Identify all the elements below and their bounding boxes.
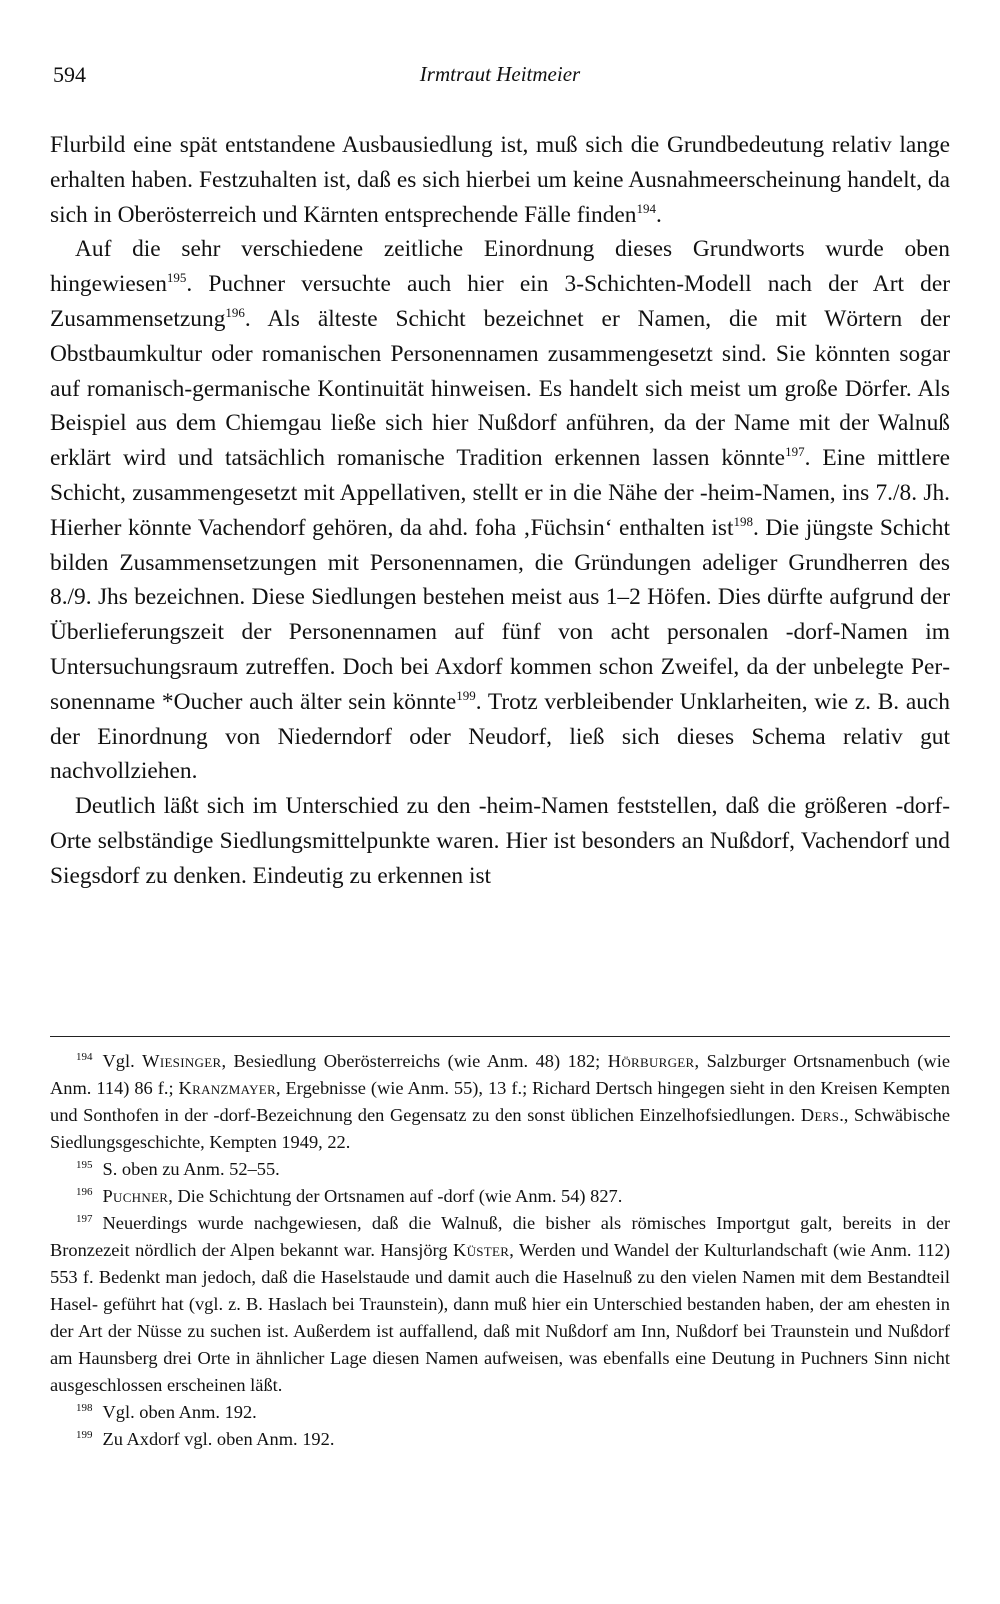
paragraph-3: Deutlich läßt sich im Unterschied zu den -heim-Namen feststellen, daß die größeren -dorf-Orte selbständige Siedlungsmittelpunkte waren. Hier ist besonders an Nußdorf, Vachendorf und Siegsdorf zu denken. Eindeutig zu erkennen ist: [50, 793, 950, 889]
page-header: [50, 0, 950, 87]
footnote-ref-196[interactable]: 196: [225, 304, 245, 320]
footnote-ref-199[interactable]: 199: [456, 687, 476, 703]
footnote-196: $^{196}$ Puchner, Die Schichtung der Ortsnamen auf -dorf (wie Anm. 54) 827.: [76, 1186, 623, 1206]
main-text: [50, 128, 950, 894]
page-number: 594: [53, 62, 86, 87]
footnotes: [50, 1048, 950, 1453]
footnote-separator: [50, 1036, 950, 1037]
footnote-198: $^{198}$ Vgl. oben Anm. 192.: [76, 1402, 257, 1422]
footnote-ref-194[interactable]: 194: [636, 200, 657, 216]
footnote-number: 195: [76, 1159, 93, 1172]
footnote-number: 199: [76, 1429, 93, 1442]
footnote-ref-198[interactable]: 198: [733, 513, 753, 529]
footnote-number: 198: [76, 1402, 93, 1415]
paragraph-2: Auf die sehr verschiedene zeitliche Einordnung dieses Grundworts wurde oben hingewiesen$^{195}$. Puchner versuchte auch hier ein 3-Schichten-Modell nach der Art der Zusammensetzung$^{196}$. Als älteste Schicht bezeichnet er Namen, die mit Wörtern der Obstbaumkultur oder romanischen Personennamen zusammengesetzt sind. Sie könnten sogar auf romanisch-germanische Kontinuität hinweisen. Es handelt sich meist um große Dörfer. Als Beispiel aus dem Chiemgau ließe sich hier Nußdorf anführen, da der Name mit der Walnuß erklärt wird und tatsächlich romanische Tradition erkennen lassen könnte$^{197}$. Eine mittlere Schicht, zusammengesetzt mit Appellativen, stellt er in die Nähe der -heim-Namen, ins 7./8. Jh. Hierher könnte Vachendorf gehören, da ahd. foha ‚Füchsin‘ enthalten ist$^{198}$. Die jüngste Schicht bilden Zusammensetzungen mit Personennamen, die Gründungen adeliger Grundherren des 8./9. Jhs bezeichnen. Diese Siedlungen bestehen meist aus 1–2 Höfen. Dies dürfte aufgrund der Überlieferungszeit der Personennamen auf fünf von acht personalen -dorf-Namen im Untersuchungsraum zutreffen. Doch bei Axdorf kommen schon Zweifel, da der unbelegte Personenname *Oucher auch älter sein könnte$^{199}$. Trotz verbleibender Unklarheiten, wie z. B. auch der Einordnung von Niederndorf oder Neudorf, ließ sich dieses Schema relativ gut nachvollziehen.: [50, 236, 950, 785]
footnote-number: 197: [76, 1213, 93, 1226]
running-head: Irmtraut Heitmeier: [419, 62, 581, 86]
footnote-194: $^{194}$ Vgl. Wiesinger, Besiedlung Oberösterreichs (wie Anm. 48) 182; Hörburger, Salzburger Ortsnamenbuch (wie Anm. 114) 86 f.; Kranzmayer, Ergebnisse (wie Anm. 55), 13 f.; Richard Dertsch hingegen sieht in den Kreisen Kempten und Sonthofen in der -dorf-Bezeichnung den Gegensatz zu den sonst üblichen Einzelhofsiedlungen. Ders., Schwäbische Siedlungsgeschichte, Kempten 1949, 22.: [50, 1051, 950, 1152]
footnote-ref-195[interactable]: 195: [166, 270, 187, 286]
footnote-ref-197[interactable]: 197: [785, 444, 805, 460]
footnote-199: $^{199}$ Zu Axdorf vgl. oben Anm. 192.: [76, 1429, 335, 1449]
book-page: [50, 0, 950, 1449]
footnote-number: 194: [76, 1051, 93, 1064]
footnote-195: $^{195}$ S. oben zu Anm. 52–55.: [76, 1159, 280, 1179]
paragraph-1: Flurbild eine spät entstandene Ausbausiedlung ist, muß sich die Grundbedeutung relativ lange erhalten haben. Festzuhalten ist, daß es sich hierbei um keine Ausnahmeerscheinung handelt, da sich in Oberösterreich und Kärnten entsprechende Fälle finden$^{194}$.: [50, 132, 950, 228]
footnote-number: 196: [76, 1186, 93, 1199]
footnote-197: $^{197}$ Neuerdings wurde nachgewiesen, daß die Walnuß, die bisher als römisches Importgut galt, bereits in der Bronzezeit nördlich der Alpen bekannt war. Hansjörg Küster, Werden und Wandel der Kulturlandschaft (wie Anm. 112) 553 f. Bedenkt man jedoch, daß die Haselstaude und damit auch die Haselnuß zu den vielen Namen mit dem Bestandteil Hasel- geführt hat (vgl. z. B. Haslach bei Traunstein), dann muß hier ein Unterschied bestanden haben, der am ehesten in der Art der Nüsse zu suchen ist. Außerdem ist auffallend, daß mit Nußdorf am Inn, Nußdorf bei Traunstein und Nußdorf am Haunsberg drei Orte in ähnlicher Lage diesen Namen aufweisen, was ebenfalls eine Deutung in Puchners Sinn nicht ausgeschlossen erscheinen läßt.: [50, 1213, 950, 1395]
